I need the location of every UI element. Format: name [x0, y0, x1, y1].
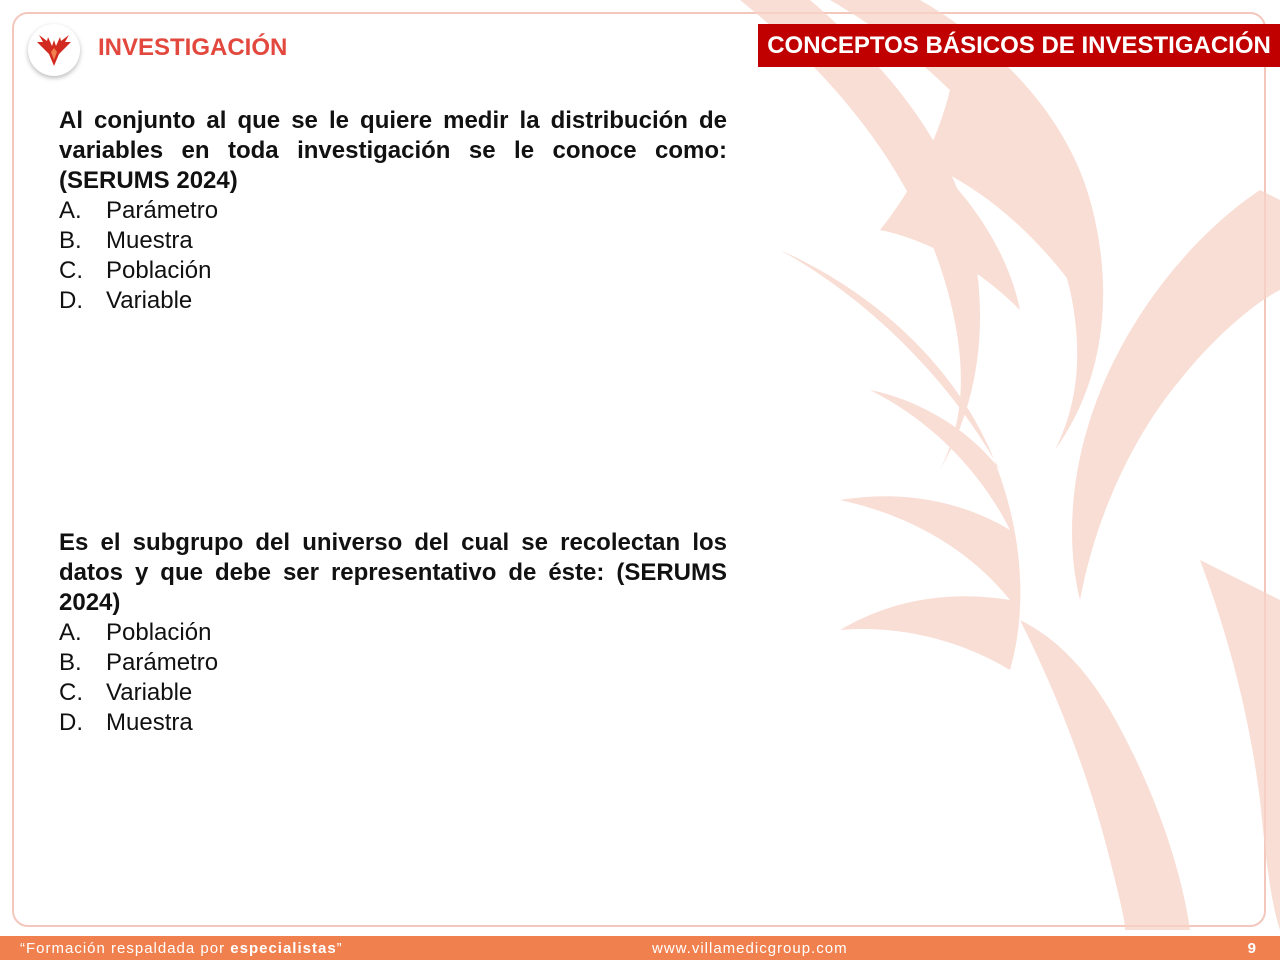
option-label: Variable — [106, 679, 193, 706]
option-d[interactable] — [59, 708, 727, 738]
option-letter: D. — [59, 287, 83, 314]
topic-badge: CONCEPTOS BÁSICOS DE INVESTIGACIÓN — [758, 24, 1280, 67]
option-letter: D. — [59, 709, 83, 736]
slogan-bold: especialistas — [230, 940, 337, 957]
option-label: Parámetro — [106, 649, 219, 676]
option-letter: A. — [59, 197, 82, 224]
option-c[interactable] — [59, 256, 727, 286]
slogan-open: “Formación respaldada por — [20, 940, 231, 957]
phoenix-icon — [34, 32, 74, 68]
question-text: Es el subgrupo del universo del cual se recolectan los datos y que debe ser representativo de éste: (SERUMS 2024) — [59, 529, 727, 616]
options-list — [59, 196, 727, 316]
option-label: Población — [106, 619, 212, 646]
option-label: Población — [106, 257, 212, 284]
option-a[interactable] — [59, 618, 727, 648]
question-block — [59, 106, 727, 316]
footer-slogan — [20, 940, 343, 957]
page-number: 9 — [1247, 940, 1256, 957]
slogan-close: ” — [336, 940, 343, 957]
option-a[interactable] — [59, 196, 727, 226]
option-label: Parámetro — [106, 197, 219, 224]
option-letter: B. — [59, 649, 82, 676]
question-text: Al conjunto al que se le quiere medir la distribución de variables en toda investigación se le conoce como: (SERUMS 2024) — [59, 107, 727, 194]
option-b[interactable] — [59, 226, 727, 256]
option-letter: C. — [59, 257, 83, 284]
options-list — [59, 618, 727, 738]
option-letter: C. — [59, 679, 83, 706]
option-d[interactable] — [59, 286, 727, 316]
footer-url[interactable]: www.villamedicgroup.com — [652, 940, 848, 957]
option-label: Muestra — [106, 709, 193, 736]
option-letter: B. — [59, 227, 82, 254]
option-c[interactable] — [59, 678, 727, 708]
logo — [28, 24, 80, 76]
option-label: Variable — [106, 287, 193, 314]
option-b[interactable] — [59, 648, 727, 678]
brand-title: INVESTIGACIÓN — [98, 34, 288, 61]
footer-bar — [0, 936, 1280, 960]
option-label: Muestra — [106, 227, 193, 254]
option-letter: A. — [59, 619, 82, 646]
phoenix-watermark-icon — [720, 0, 1280, 930]
question-block — [59, 528, 727, 738]
